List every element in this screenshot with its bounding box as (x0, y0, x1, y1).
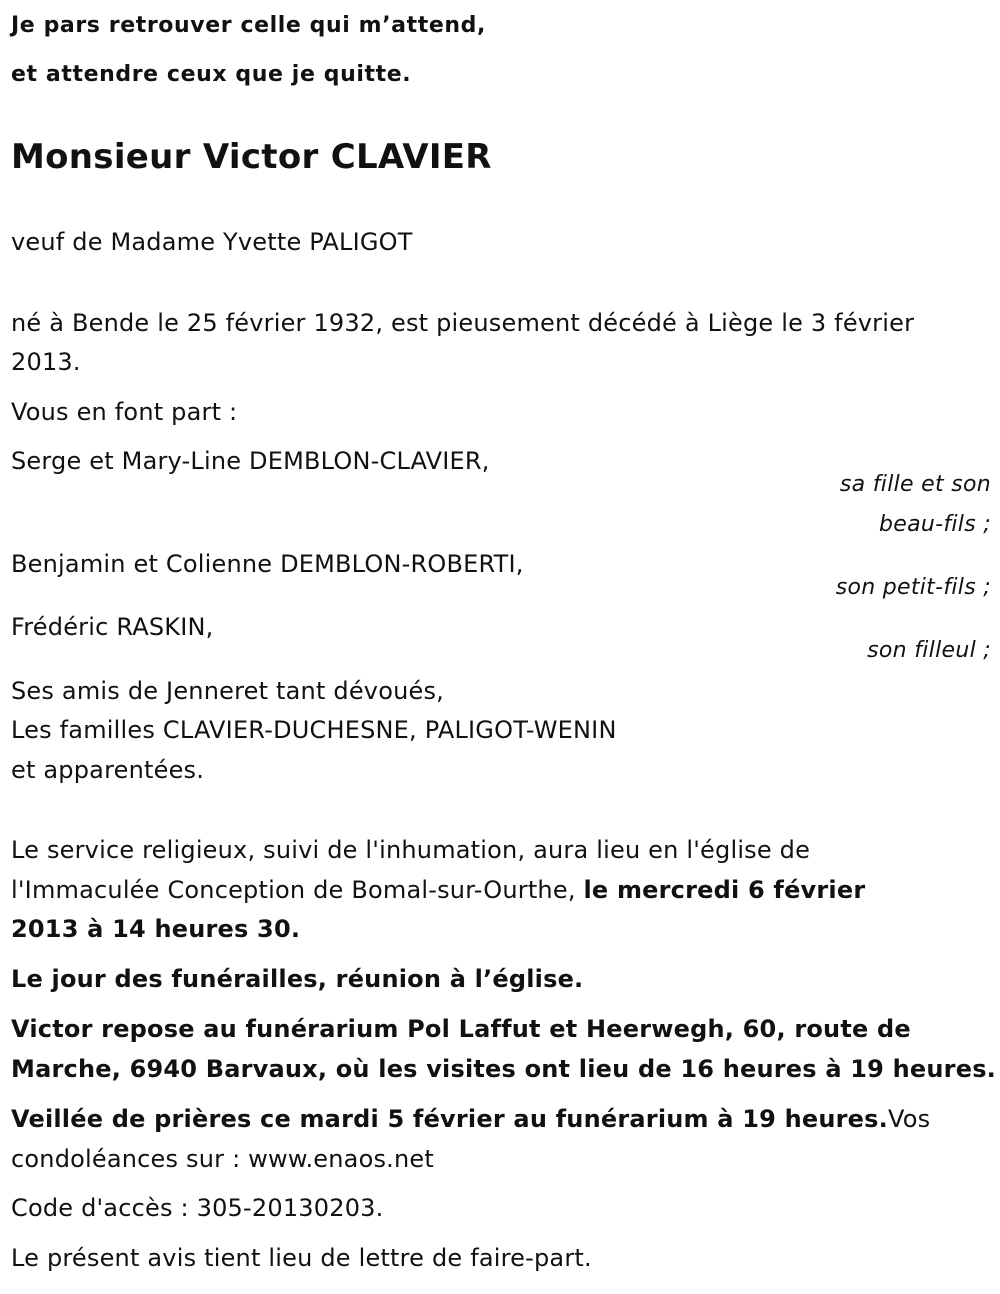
widower-of: veuf de Madame Yvette PALIGOT (11, 228, 413, 256)
service-line-1: Le service religieux, suivi de l'inhumation, aura lieu en l'église de (11, 836, 811, 864)
family-member-name: Benjamin et Colienne DEMBLON-ROBERTI, (11, 550, 524, 578)
service-time: 2013 à 14 heures 30. (11, 915, 301, 943)
vigil-announcement: Veillée de prières ce mardi 5 février au funérarium à 19 heures. (11, 1105, 888, 1133)
family-member-relation: son petit-fils ; (835, 575, 991, 600)
announcers-intro: Vous en font part : (11, 398, 238, 426)
family-member-name: Frédéric RASKIN, (11, 613, 214, 641)
condolences-line: condoléances sur : www.enaos.net (11, 1145, 434, 1173)
family-member-relation: sa fille et son (839, 472, 991, 497)
family-member-relation: son filleul ; (867, 638, 991, 663)
birth-death-line-2: 2013. (11, 348, 81, 376)
family-member-relation: beau-fils ; (878, 512, 991, 537)
closing-note: Le présent avis tient lieu de lettre de faire-part. (11, 1244, 592, 1272)
service-date: le mercredi 6 février (583, 876, 866, 904)
service-church: l'Immaculée Conception de Bomal-sur-Ourthe, (11, 876, 576, 904)
birth-death-line-1: né à Bende le 25 février 1932, est pieusement décédé à Liège le 3 février (11, 309, 915, 337)
family-member-name: Serge et Mary-Line DEMBLON-CLAVIER, (11, 447, 490, 475)
repose-line-1: Victor repose au funérarium Pol Laffut et Heerwegh, 60, route de (11, 1015, 911, 1043)
other-announcers-line: et apparentées. (11, 756, 205, 784)
vigil-line-1 (11, 1099, 930, 1139)
service-line-2 (11, 870, 865, 910)
other-announcers-line: Ses amis de Jenneret tant dévoués, (11, 677, 444, 705)
gathering-note: Le jour des funérailles, réunion à l’église. (11, 965, 584, 993)
repose-line-2: Marche, 6940 Barvaux, où les visites ont lieu de 16 heures à 19 heures. (11, 1055, 996, 1083)
deceased-name: Monsieur Victor CLAVIER (11, 137, 492, 177)
access-code: Code d'accès : 305-20130203. (11, 1194, 384, 1222)
quote-line-2: et attendre ceux que je quitte. (11, 62, 412, 87)
quote-line-1: Je pars retrouver celle qui m’attend, (11, 13, 486, 38)
condolences-lead: Vos (887, 1105, 931, 1133)
other-announcers-line: Les familles CLAVIER-DUCHESNE, PALIGOT-WENIN (11, 716, 617, 744)
